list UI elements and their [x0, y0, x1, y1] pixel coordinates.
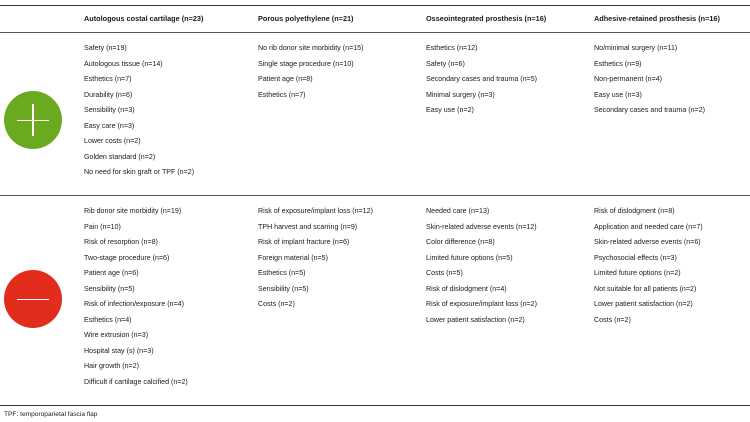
list-item: Risk of dislodgment (n=4) — [426, 284, 507, 293]
list-item: Psychosocial effects (n=3) — [594, 253, 677, 262]
disadvantages-adhesive-retained — [594, 207, 703, 331]
list-item: Needed care (n=13) — [426, 207, 490, 215]
list-item: Sensibility (n=5) — [258, 284, 309, 293]
list-item: TPH harvest and scarring (n=9) — [258, 222, 358, 231]
list-item: Patient age (n=6) — [84, 269, 139, 277]
list-item: Esthetics (n=7) — [258, 90, 306, 99]
list-item: Risk of exposure/implant loss (n=12) — [258, 207, 373, 215]
footnote: TPF: temporoparietal fascia flap — [4, 411, 98, 418]
list-item: Esthetics (n=5) — [258, 269, 306, 277]
list-item: Secondary cases and trauma (n=2) — [594, 106, 705, 114]
list-item: Easy use (n=3) — [594, 90, 642, 99]
list-item: Easy care (n=3) — [84, 121, 135, 130]
list-item: Hospital stay (s) (n=3) — [84, 346, 154, 355]
list-item: Hair growth (n=2) — [84, 362, 139, 370]
header-porous-polyethylene: Porous polyethylene (n=21) — [258, 14, 354, 23]
list-item: Not suitable for all patients (n=2) — [594, 284, 697, 293]
advantages-autologous — [84, 44, 194, 184]
header-osseointegrated: Osseointegrated prosthesis (n=16) — [426, 14, 547, 23]
list-item: Limited future options (n=5) — [426, 253, 513, 262]
list-item: Rib donor site morbidity (n=19) — [84, 207, 182, 215]
list-item: Wire extrusion (n=3) — [84, 331, 149, 339]
list-item: Esthetics (n=9) — [594, 59, 642, 68]
list-item: Lower costs (n=2) — [84, 137, 141, 145]
advantages-porous-polyethylene — [258, 44, 363, 106]
list-item: Durability (n=6) — [84, 90, 133, 99]
list-item: Lower patient satisfaction (n=2) — [594, 300, 693, 308]
list-item: Application and needed care (n=7) — [594, 222, 703, 231]
list-item: Limited future options (n=2) — [594, 269, 681, 277]
advantages-adhesive-retained — [594, 44, 705, 122]
list-item: Difficult if cartilage calcified (n=2) — [84, 377, 188, 386]
disadvantages-autologous — [84, 207, 188, 393]
list-item: Skin-related adverse events (n=6) — [594, 238, 701, 246]
plus-icon — [4, 91, 62, 149]
list-item: Single stage procedure (n=10) — [258, 59, 354, 68]
list-item: Costs (n=5) — [426, 269, 463, 277]
list-item: Costs (n=2) — [594, 315, 631, 324]
list-item: Pain (n=10) — [84, 222, 121, 231]
list-item: Easy use (n=2) — [426, 106, 474, 114]
disadvantages-osseointegrated — [426, 207, 537, 331]
list-item: Golden standard (n=2) — [84, 152, 156, 161]
table-bottom-rule — [0, 405, 750, 406]
header-rule — [0, 32, 750, 33]
list-item: Non-permanent (n=4) — [594, 75, 663, 83]
list-item: Risk of resorption (n=8) — [84, 238, 158, 246]
list-item: No/minimal surgery (n=11) — [594, 44, 678, 52]
list-item: Autologous tissue (n=14) — [84, 59, 163, 68]
table-top-rule — [0, 5, 750, 6]
list-item: No rib donor site morbidity (n=15) — [258, 44, 364, 52]
list-item: Two-stage procedure (n=6) — [84, 253, 170, 262]
header-adhesive-retained: Adhesive-retained prosthesis (n=16) — [594, 14, 720, 23]
list-item: Costs (n=2) — [258, 300, 295, 308]
list-item: Patient age (n=8) — [258, 75, 313, 83]
list-item: Safety (n=19) — [84, 44, 127, 52]
list-item: Safety (n=6) — [426, 59, 465, 68]
advantages-osseointegrated — [426, 44, 537, 122]
list-item: Secondary cases and trauma (n=5) — [426, 75, 537, 83]
list-item: Skin-related adverse events (n=12) — [426, 222, 537, 231]
list-item: Minimal surgery (n=3) — [426, 90, 495, 99]
list-item: Foreign material (n=5) — [258, 253, 328, 262]
disadvantages-porous-polyethylene — [258, 207, 373, 316]
list-item: Esthetics (n=7) — [84, 75, 132, 83]
list-item: Esthetics (n=12) — [426, 44, 478, 52]
list-item: Esthetics (n=4) — [84, 315, 132, 324]
list-item: Risk of exposure/implant loss (n=2) — [426, 300, 537, 308]
list-item: Lower patient satisfaction (n=2) — [426, 315, 525, 324]
list-item: Sensibility (n=3) — [84, 106, 135, 114]
header-autologous: Autologous costal cartilage (n=23) — [84, 14, 204, 23]
list-item: No need for skin graft or TPF (n=2) — [84, 168, 195, 176]
section-divider — [0, 195, 750, 196]
list-item: Risk of dislodgment (n=8) — [594, 207, 675, 215]
minus-icon — [4, 270, 62, 328]
list-item: Sensibility (n=5) — [84, 284, 135, 293]
list-item: Color difference (n=8) — [426, 238, 495, 246]
list-item: Risk of infection/exposure (n=4) — [84, 300, 184, 308]
list-item: Risk of implant fracture (n=6) — [258, 238, 350, 246]
